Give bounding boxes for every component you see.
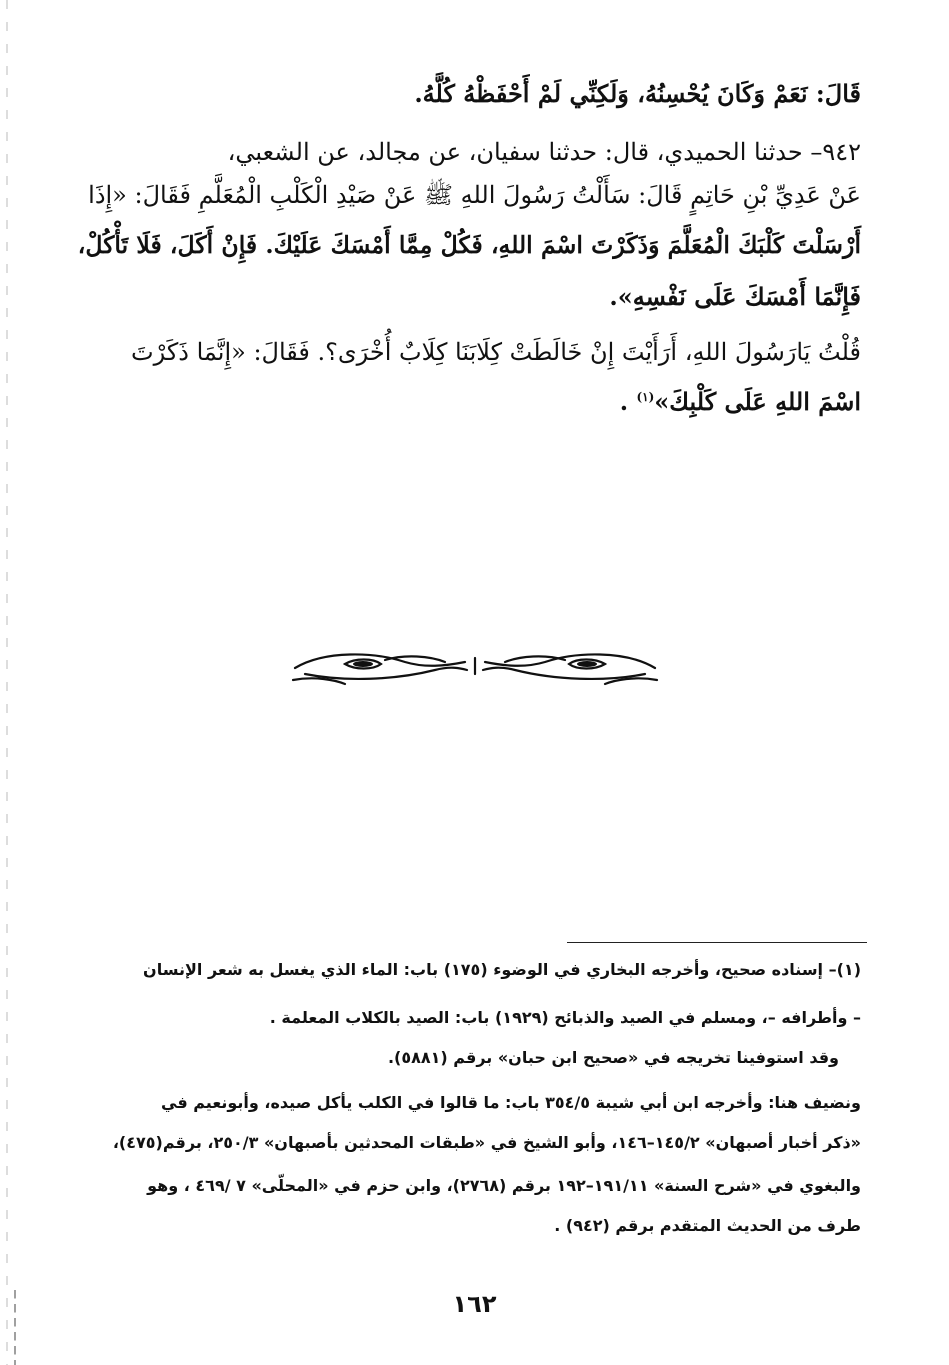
footnote-rule (567, 942, 867, 943)
footnote-line-4: ونضيف هنا: وأخرجه ابن أبي شيبة ٣٥٤/٥ باب: ما قالوا في الكلب يأكل صيده، وأبونعيم في (161, 1093, 861, 1112)
footnote-line-7: طرف من الحديث المتقدم برقم (٩٤٢) . (554, 1216, 861, 1235)
body-line-5: فَإِنَّمَا أَمْسَكَ عَلَى نَفْسِهِ». (609, 282, 861, 311)
footnote-marker: (١) (636, 390, 655, 404)
footnote-line-6: والبغوي في «شرح السنة» ١٩١/١١–١٩٢ برقم (٢٧٦٨)، وابن حزم في «المحلّى» ٧ /٤٦٩ ، وهو (147, 1176, 861, 1195)
body-line-7 (619, 387, 861, 416)
body-line-7-end: . (619, 387, 637, 416)
page-number: ١٦٢ (452, 1290, 497, 1318)
body-line-6: قُلْتُ يَارَسُولَ اللهِ، أَرَأَيْتَ إِنْ خَالَطَتْ كِلَابَنَا كِلَابٌ أُخْرَى؟. فَقَالَ: «إِنَّمَا ذَكَرْتَ (131, 338, 861, 366)
body-line-3: عَنْ عَدِيِّ بْنِ حَاتِمٍ قَالَ: سَأَلْتُ رَسُولَ اللهِ ﷺ عَنْ صَيْدِ الْكَلْبِ الْمُعَلَّمِ فَقَالَ: «إِذَا (88, 181, 861, 209)
footnote-line-1: (١)– إسناده صحيح، وأخرجه البخاري في الوضوء (١٧٥) باب: الماء الذي يغسل به شعر الإنسان (143, 960, 861, 979)
footnote-line-5: «ذكر أخبار أصبهان» ١٤٥/٢–١٤٦، وأبو الشيخ في «طبقات المحدثين بأصبهان» ٢٥٠/٣، برقم(٤٧٥)، (112, 1133, 861, 1152)
scan-edge-marks (6, 0, 8, 1365)
body-line-1: قَالَ: نَعَمْ وَكَانَ يُحْسِنُهُ، وَلَكِنِّي لَمْ أَحْفَظْهُ كُلَّهُ. (414, 79, 861, 108)
footnote-line-2: – وأطرافه –، ومسلم في الصيد والذبائح (١٩٢٩) باب: الصيد بالكلاب المعلمة . (269, 1008, 861, 1027)
body-line-7-text: اسْمَ اللهِ عَلَى كَلْبِكَ» (654, 387, 861, 416)
ornament-divider (285, 640, 665, 690)
hadith-942-isnad: ٩٤٢– حدثنا الحميدي، قال: حدثنا سفيان، عن مجالد، عن الشعبي، (227, 138, 861, 166)
body-line-4: أَرْسَلْتَ كَلْبَكَ الْمُعَلَّمَ وَذَكَرْتَ اسْمَ اللهِ، فَكُلْ مِمَّا أَمْسَكَ عَلَيْكَ. فَإِنْ أَكَلَ، فَلَا تَأْكُلْ، (77, 231, 861, 259)
footnote-line-3: وقد استوفينا تخريجه في «صحيح ابن حبان» برقم (٥٨٨١). (387, 1048, 839, 1067)
